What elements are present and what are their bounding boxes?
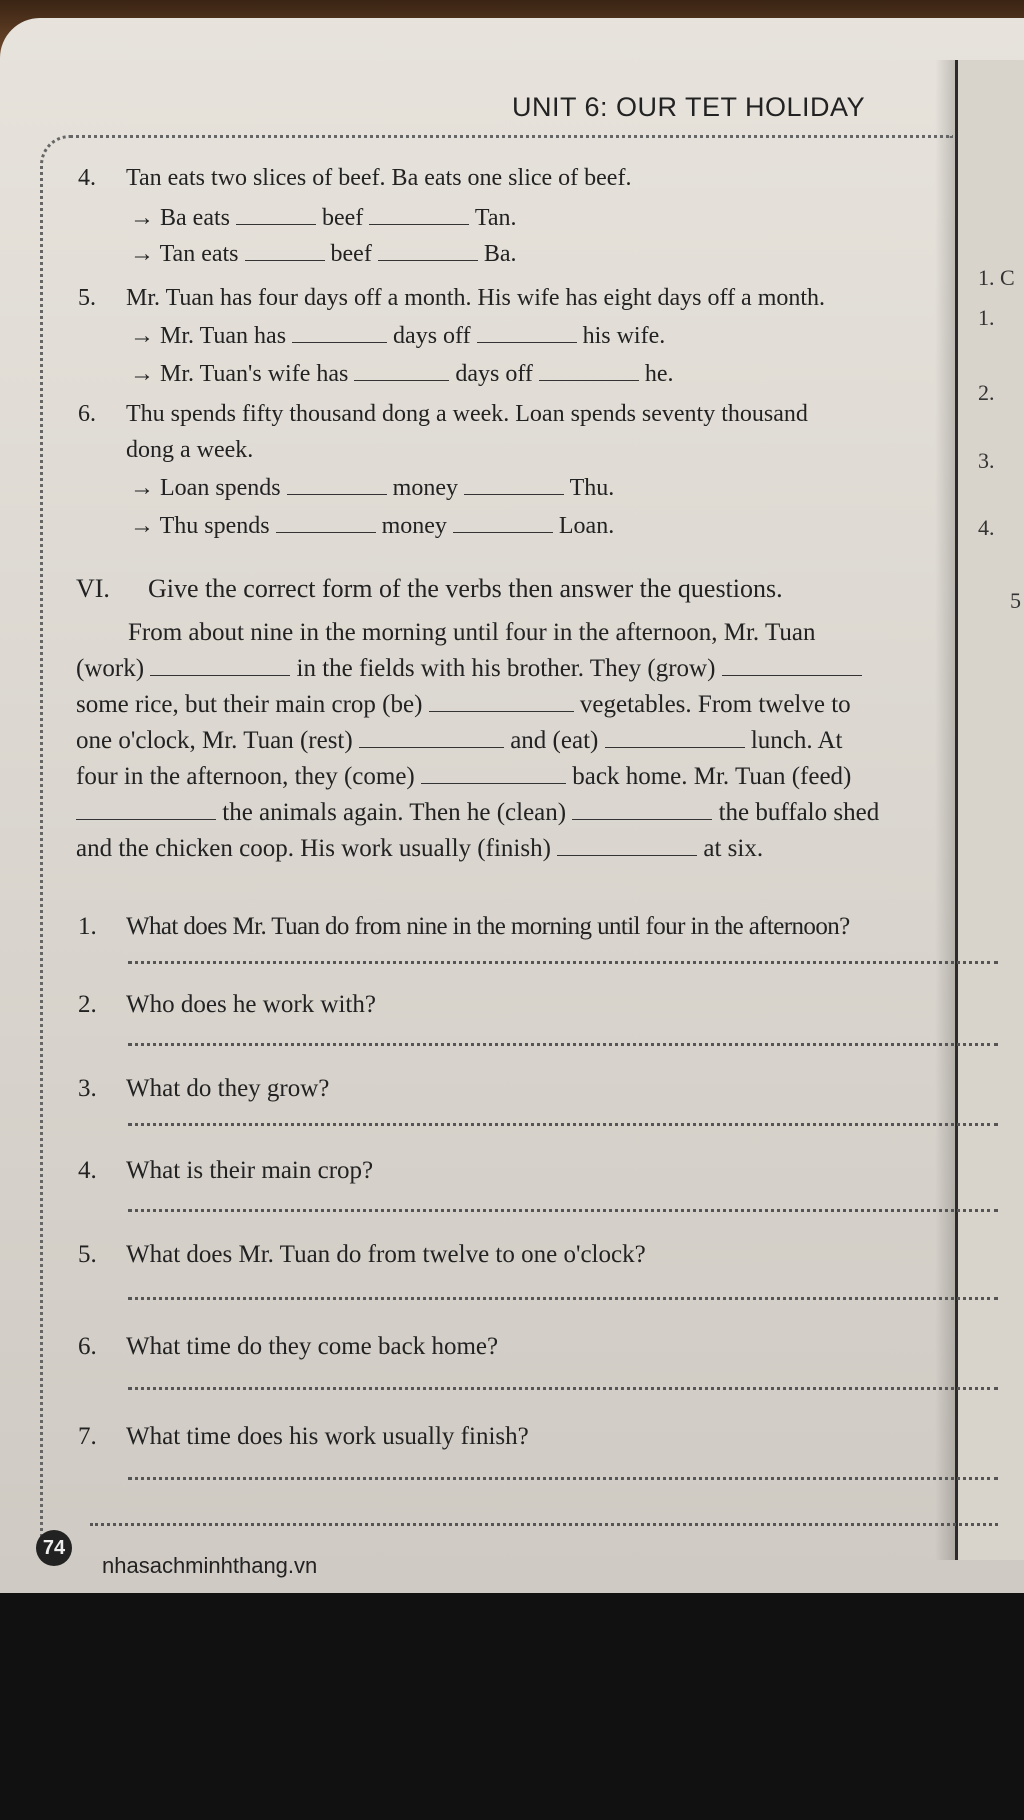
passage-line [76,759,976,795]
question-text: Who does he work with? [126,991,376,1018]
answer-blank[interactable] [276,512,376,533]
question-number: 5. [78,1241,97,1268]
answer-blank[interactable] [464,474,564,495]
answer-blank[interactable] [245,240,325,261]
line-text: one o'clock, Mr. Tuan (rest) [76,727,353,754]
line-text: → Loan spends [130,475,281,501]
answer-blank[interactable] [421,763,566,784]
answer-line-3[interactable] [128,1122,998,1126]
answer-blank[interactable] [236,204,316,225]
question-text: What do they grow? [126,1075,330,1102]
question-number: 6. [78,1333,97,1360]
answer-blank[interactable] [605,727,745,748]
question-text: What is their main crop? [126,1157,374,1184]
answer-line-5[interactable] [128,1296,998,1300]
line-text: vegetables. From twelve to [579,691,851,718]
line-text: some rice, but their main crop (be) [76,691,423,718]
page-number-badge: 74 [36,1530,72,1566]
answer-blank[interactable] [292,322,387,343]
section-vi-heading [76,570,783,607]
line-text: his wife. [582,323,666,349]
question-number: 7. [78,1423,97,1450]
exercise-5-statement [78,280,825,317]
line-text: Tan. [474,205,517,231]
answer-blank[interactable] [477,322,577,343]
item-number: 5. [78,285,96,311]
line-text: → Ba eats [130,205,230,231]
unit-title: UNIT 6: OUR TET HOLIDAY [512,92,866,122]
line-text: lunch. At [750,727,843,754]
line-text: the animals again. Then he (clean) [222,799,567,826]
exercise-5-line-1 [78,318,665,355]
exercise-4-line-2 [78,236,516,273]
line-text: at six. [703,835,764,862]
line-text: four in the afternoon, they (come) [76,763,415,790]
answer-blank[interactable] [557,835,697,856]
passage-line [76,723,976,759]
statement-text: Mr. Tuan has four days off a month. His wife has eight days off a month. [126,285,826,311]
answer-blank[interactable] [354,360,449,381]
item-number: 6. [78,401,96,427]
question-5 [78,1236,646,1273]
line-text: days off [455,361,533,387]
line-text: and the chicken coop. His work usually (finish) [76,835,551,862]
question-number: 1. [78,913,97,940]
section-number: VI. [76,574,110,603]
question-3 [78,1070,329,1107]
line-text: he. [644,361,674,387]
statement-text: Thu spends fifty thousand dong a week. Loan spends seventy thousand [126,401,808,427]
line-text: back home. Mr. Tuan (feed) [572,763,852,790]
line-text: → Tan eats [130,241,239,267]
exercise-4-line-1 [78,200,517,237]
answer-blank[interactable] [539,360,639,381]
answer-line-7[interactable] [128,1476,998,1480]
line-text: → Mr. Tuan's wife has [130,361,349,387]
answer-blank[interactable] [453,512,553,533]
exercise-4-statement [78,160,631,197]
answer-blank[interactable] [722,655,862,676]
question-7 [78,1418,529,1455]
question-number: 2. [78,991,97,1018]
line-text: beef [321,205,364,231]
answer-blank[interactable] [572,799,712,820]
section-title: Give the correct form of the verbs then answer the questions. [148,574,783,603]
answer-blank[interactable] [359,727,504,748]
answer-line-6[interactable] [128,1386,998,1390]
item-number: 4. [78,165,96,191]
passage-line [76,687,976,723]
answer-line-8[interactable] [90,1522,998,1526]
line-text: money [392,475,458,501]
passage-line [76,651,976,687]
question-number: 3. [78,1075,97,1102]
question-text: What does Mr. Tuan do from twelve to one o'clock? [126,1241,646,1268]
passage-line [76,795,976,831]
answer-line-4[interactable] [128,1208,998,1212]
publisher-website: nhasachminhthang.vn [102,1553,318,1578]
line-text: (work) [76,655,145,682]
passage-line [76,831,976,867]
question-number: 4. [78,1157,97,1184]
answer-blank[interactable] [150,655,290,676]
facing-page-item: 4. [978,515,995,540]
exercise-5-line-2 [78,356,674,393]
facing-page-item: 3. [978,448,995,473]
answer-line-2[interactable] [128,1042,998,1046]
facing-page-item: 5 [1010,588,1021,613]
facing-page-item: 2. [978,380,995,405]
line-text: Thu. [569,475,615,501]
passage-line: From about nine in the morning until four in the afternoon, Mr. Tuan [128,619,816,646]
question-text: What time does his work usually finish? [126,1423,529,1450]
exercise-6-line-1 [78,470,614,507]
question-6 [78,1328,498,1365]
facing-page-item: 1. C [978,265,1015,290]
line-text: and (eat) [510,727,599,754]
line-text: Loan. [558,513,615,539]
question-text: What does Mr. Tuan do from nine in the morning until four in the afternoon? [126,913,850,940]
question-2 [78,986,376,1023]
answer-blank[interactable] [369,204,469,225]
answer-blank[interactable] [429,691,574,712]
line-text: days off [393,323,471,349]
exercise-6-statement [78,396,808,433]
answer-blank[interactable] [76,799,216,820]
question-text: What time do they come back home? [126,1333,499,1360]
line-text: money [381,513,447,539]
answer-blank[interactable] [378,240,478,261]
line-text: the buffalo shed [718,799,880,826]
facing-page-item: 1. [978,305,995,330]
line-text: Ba. [483,241,517,267]
question-4 [78,1152,373,1189]
line-text: → Thu spends [130,513,270,539]
exercise-6-line-2 [78,508,614,545]
answer-blank[interactable] [287,474,387,495]
line-text: beef [330,241,372,267]
line-text: → Mr. Tuan has [130,323,287,349]
exercise-6-statement-cont: dong a week. [126,437,254,463]
line-text: in the fields with his brother. They (grow) [296,655,716,682]
section-vi-passage [76,615,976,867]
statement-text: Tan eats two slices of beef. Ba eats one slice of beef. [126,165,632,191]
answer-line-1[interactable] [128,960,998,964]
question-1 [78,908,850,945]
